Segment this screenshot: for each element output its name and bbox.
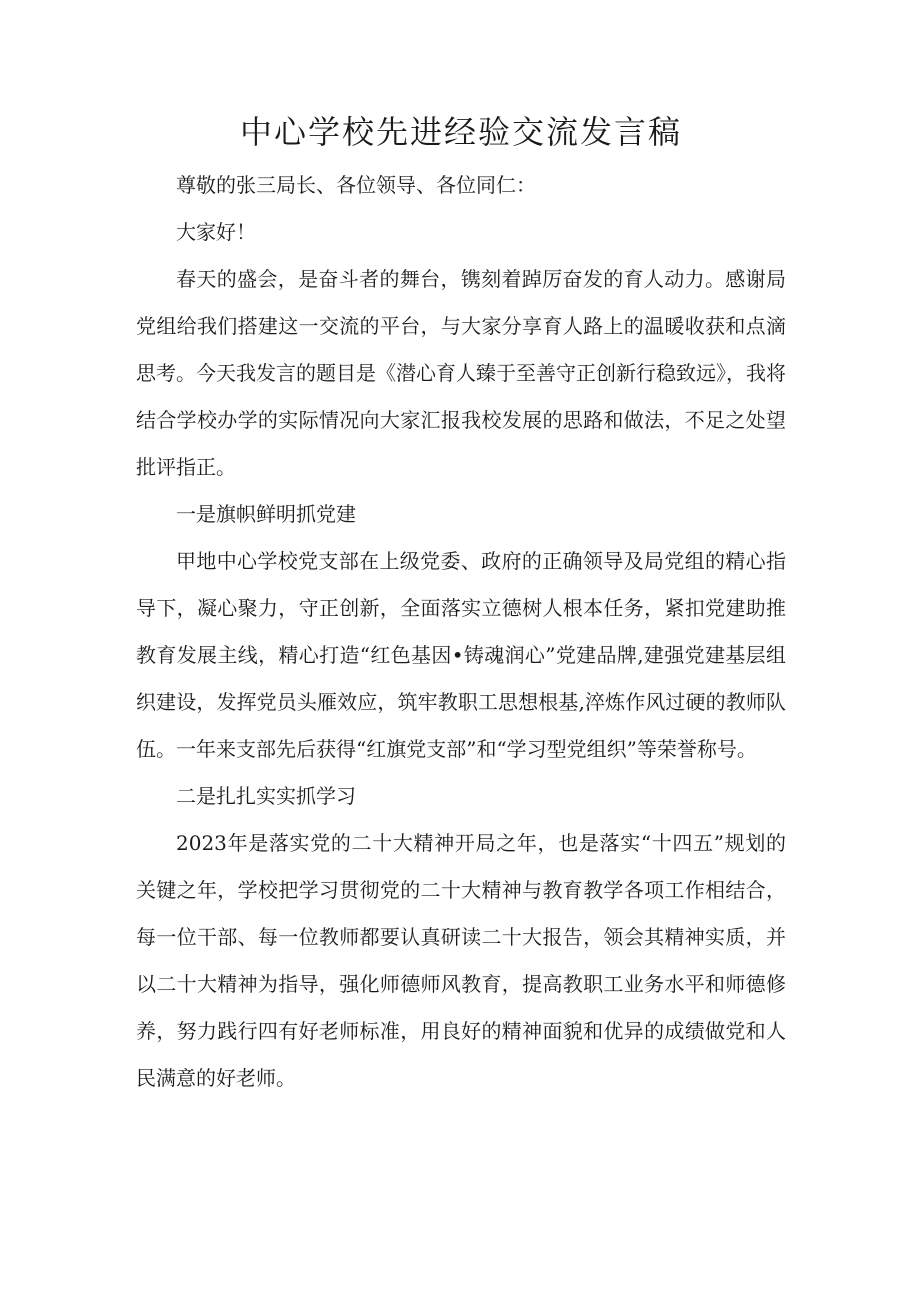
section2-paragraph: 2023年是落实党的二十大精神开局之年，也是落实“十四五”规划的关键之年，学校把学习贯彻党的二十大精神与教育教学各项工作相结合，每一位干部、每一位教师都要认真研读二十大报告，领会其精神实质，并以二十大精神为指导，强化师德师风教育，提高教职工业务水平和师德修养，努力践行四有好老师标准，用良好的精神面貌和优异的成绩做党和人民满意的好老师。 (136, 831, 786, 1090)
greeting: 大家好！ (176, 220, 256, 244)
document-title: 中心学校先进经验交流发言稿 (239, 113, 682, 151)
section1-paragraph: 甲地中心学校党支部在上级党委、政府的正确领导及局党组的精心指导下，凝心聚力，守正创新，全面落实立德树人根本任务，紧扣党建助推教育发展主线，精心打造“红色基因•铸魂润心”党建品牌,建强党建基层组织建设，发挥党员头雁效应，筑牢教职工思想根基,淬炼作风过硬的教师队伍。一年来支部先后获得“红旗党支部”和“学习型党组织”等荣誉称号。 (136, 549, 786, 761)
section1-heading: 一是旗帜鲜明抓党建 (176, 502, 356, 526)
intro-paragraph: 春天的盛会，是奋斗者的舞台，镌刻着踔厉奋发的育人动力。感谢局党组给我们搭建这一交流的平台，与大家分享育人路上的温暖收获和点滴思考。今天我发言的题目是《潜心育人臻于至善守正创新行稳致远》，我将结合学校办学的实际情况向大家汇报我校发展的思路和做法，不足之处望批评指正。 (136, 267, 786, 479)
salutation: 尊敬的张三局长、各位领导、各位同仁： (176, 173, 536, 197)
section2-heading: 二是扎扎实实抓学习 (176, 784, 356, 808)
